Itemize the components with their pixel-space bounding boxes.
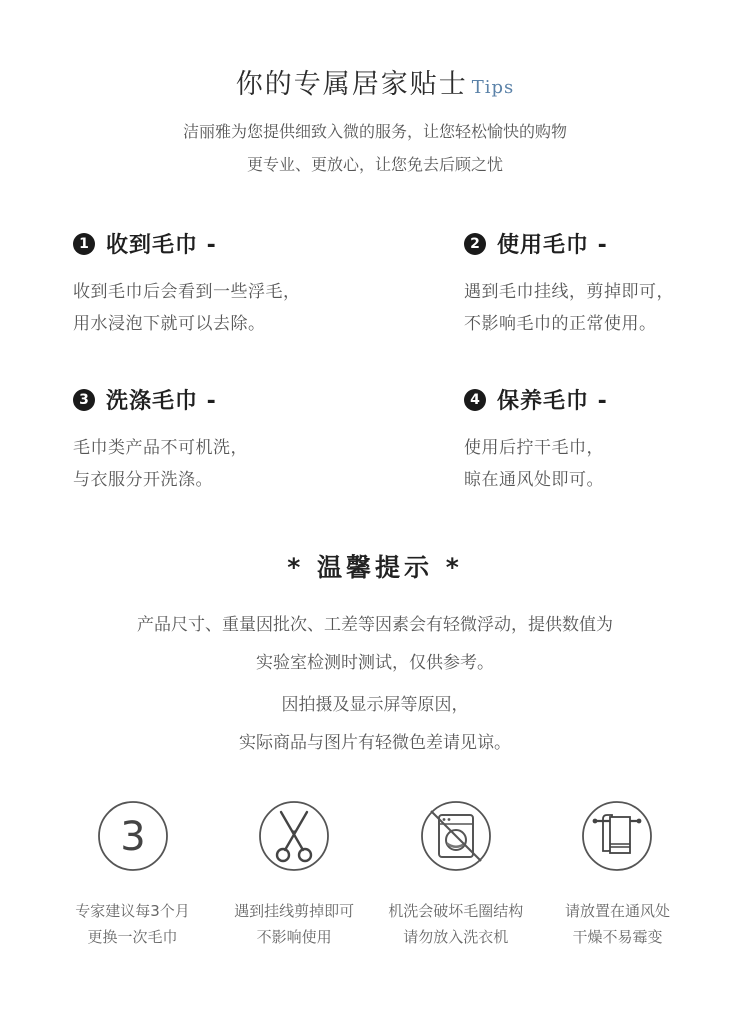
tip-body xyxy=(464,432,750,496)
care-caption-line: 遇到挂线剪掉即可 xyxy=(234,902,355,920)
title-row xyxy=(0,62,750,101)
care-caption-line: 专家建议每3个月 xyxy=(75,902,190,920)
notice-paragraph-2 xyxy=(0,686,750,762)
tip-title: 洗涤毛巾 - xyxy=(106,389,217,414)
number-three-glyph: 3 xyxy=(119,814,146,860)
number-three-icon xyxy=(97,800,169,872)
care-caption xyxy=(378,898,533,950)
tip-body xyxy=(73,432,373,496)
header xyxy=(0,62,750,181)
care-caption-line: 不影响使用 xyxy=(256,928,332,946)
care-caption-line: 请放置在通风处 xyxy=(564,902,670,920)
notice-line: 实际商品与图片有轻微色差请见谅。 xyxy=(239,733,511,753)
care-icons-row xyxy=(55,800,695,950)
care-caption-line: 更换一次毛巾 xyxy=(87,928,178,946)
tip-line-2: 与衣服分开洗涤。 xyxy=(73,470,213,490)
notice-section xyxy=(0,548,750,762)
subtitle-line-2: 更专业、更放心，让您免去后顾之忧 xyxy=(246,155,503,174)
notice-paragraph-1 xyxy=(0,606,750,682)
no-machine-wash-icon xyxy=(420,800,492,872)
tip-head xyxy=(464,228,750,259)
tip-body xyxy=(464,276,750,340)
care-item-ventilate xyxy=(540,800,695,950)
notice-title: * 温馨提示 * xyxy=(287,553,463,582)
tip-head xyxy=(73,384,373,415)
tip-head xyxy=(73,228,373,259)
towel-rack-icon xyxy=(581,800,653,872)
subtitle-line-1: 洁丽雅为您提供细致入微的服务，让您轻松愉快的购物 xyxy=(182,122,567,141)
page-title-en: Tips xyxy=(471,77,515,98)
tip-line-1: 使用后拧干毛巾， xyxy=(464,438,604,458)
tip-line-1: 毛巾类产品不可机洗， xyxy=(73,438,248,458)
care-item-no-machine-wash xyxy=(378,800,533,950)
tip-use xyxy=(464,228,750,340)
tip-wash xyxy=(73,384,373,496)
tip-receive xyxy=(73,228,373,340)
care-caption-line: 机洗会破坏毛圈结构 xyxy=(388,902,524,920)
tip-number-badge: 1 xyxy=(73,233,95,255)
care-caption xyxy=(217,898,372,950)
tip-title: 保养毛巾 - xyxy=(497,389,608,414)
notice-line: 因拍摄及显示屏等原因， xyxy=(281,695,469,715)
care-caption xyxy=(55,898,210,950)
page-title: 你的专属居家贴士 xyxy=(235,69,468,100)
care-caption xyxy=(540,898,695,950)
tip-maintain xyxy=(464,384,750,496)
tip-line-2: 用水浸泡下就可以去除。 xyxy=(73,314,266,334)
care-caption-line: 干燥不易霉变 xyxy=(572,928,663,946)
tip-line-2: 晾在通风处即可。 xyxy=(464,470,604,490)
notice-line: 产品尺寸、重量因批次、工差等因素会有轻微浮动，提供数值为 xyxy=(137,615,613,635)
tip-line-1: 遇到毛巾挂线，剪掉即可， xyxy=(464,282,674,302)
tip-number-badge: 2 xyxy=(464,233,486,255)
care-caption-line: 请勿放入洗衣机 xyxy=(403,928,509,946)
tip-number-badge: 4 xyxy=(464,389,486,411)
tip-title: 收到毛巾 - xyxy=(106,233,217,258)
subtitle xyxy=(0,115,750,181)
notice-line: 实验室检测时测试，仅供参考。 xyxy=(256,653,494,673)
tip-line-1: 收到毛巾后会看到一些浮毛， xyxy=(73,282,301,302)
tip-number-badge: 3 xyxy=(73,389,95,411)
tip-body xyxy=(73,276,373,340)
tip-line-2: 不影响毛巾的正常使用。 xyxy=(464,314,657,334)
care-item-cut xyxy=(217,800,372,950)
scissors-icon xyxy=(258,800,330,872)
tip-head xyxy=(464,384,750,415)
care-item-replace xyxy=(55,800,210,950)
tip-title: 使用毛巾 - xyxy=(497,233,608,258)
